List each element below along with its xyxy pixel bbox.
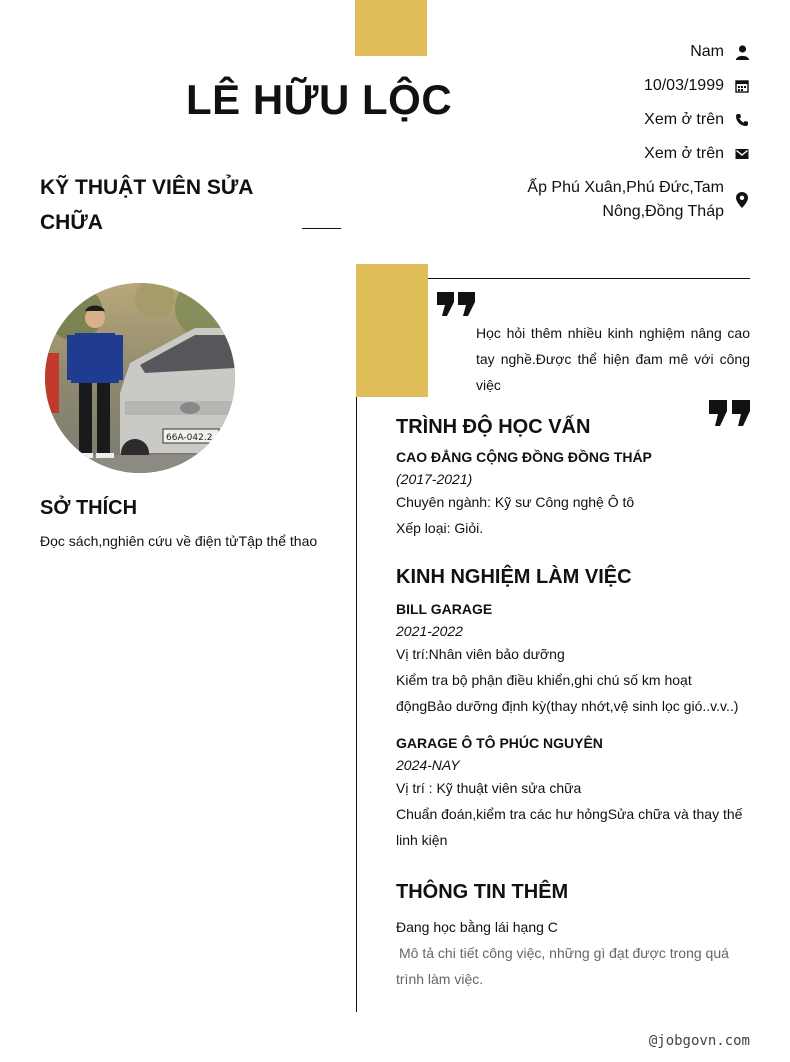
education-title: TRÌNH ĐỘ HỌC VẤN xyxy=(396,416,591,438)
job-description: Kiểm tra bộ phận điều khiển,ghi chú số km hoạt độngBảo dưỡng định kỳ(thay nhớt,vệ sinh lọc gió..v.v..) xyxy=(396,672,739,714)
gender-text: Nam xyxy=(690,43,724,60)
additional-line-2: Mô tả chi tiết công việc, những gì đạt được trong quá trình làm việc. xyxy=(396,945,729,987)
phone-icon xyxy=(734,112,750,128)
birthday-text: 10/03/1999 xyxy=(643,77,724,94)
footer-brand: @jobgovn.com xyxy=(648,1033,750,1049)
objective-text: Học hỏi thêm nhiều kinh nghiệm nâng cao tay nghề.Được thể hiện đam mê với công việc xyxy=(476,325,750,393)
contact-gender xyxy=(410,40,750,64)
map-pin-icon xyxy=(734,192,750,208)
phone-text: Xem ở trên xyxy=(644,111,724,128)
additional-title: THÔNG TIN THÊM xyxy=(396,881,569,903)
quote-open-icon xyxy=(437,292,475,323)
profile-photo xyxy=(45,283,235,473)
additional-section xyxy=(396,881,750,992)
additional-line-1: Đang học bằng lái hạng C xyxy=(396,919,558,935)
column-divider xyxy=(356,397,357,1012)
quote-divider xyxy=(428,278,750,279)
hobbies-text: Đọc sách,nghiên cứu về điện tửTập thể thao xyxy=(40,533,318,549)
mail-icon xyxy=(734,146,750,162)
candidate-name: LÊ HỮU LỘC xyxy=(186,76,453,123)
job-title: KỸ THUẬT VIÊN SỬA CHỮA xyxy=(40,176,253,234)
contact-phone xyxy=(410,108,750,132)
experience-section xyxy=(396,566,750,853)
accent-block-quote xyxy=(356,264,428,397)
education-grade: Xếp loại: Giỏi. xyxy=(396,520,484,536)
job-period: 2021-2022 xyxy=(396,623,463,639)
contact-address xyxy=(520,176,750,224)
education-section xyxy=(396,416,750,541)
experience-title: KINH NGHIỆM LÀM VIỆC xyxy=(396,566,632,588)
job-company: BILL GARAGE xyxy=(396,601,493,617)
hobbies-title: SỞ THÍCH xyxy=(40,497,138,519)
education-major: Chuyên ngành: Kỹ sư Công nghệ Ô tô xyxy=(396,494,635,510)
job-company: GARAGE Ô TÔ PHÚC NGUYÊN xyxy=(396,735,603,751)
title-divider xyxy=(302,228,341,229)
svg-text:66A-042.2: 66A-042.2 xyxy=(166,433,213,443)
job-position: Vị trí:Nhân viên bảo dưỡng xyxy=(396,646,565,662)
job-item xyxy=(396,601,750,719)
email-text: Xem ở trên xyxy=(644,145,724,162)
job-period: 2024-NAY xyxy=(396,757,460,773)
calendar-icon xyxy=(734,78,750,94)
job-item xyxy=(396,735,750,853)
education-school: CAO ĐẲNG CỘNG ĐỒNG ĐỒNG THÁP xyxy=(396,449,652,465)
job-description: Chuẩn đoán,kiểm tra các hư hỏngSửa chữa và thay thế linh kiện xyxy=(396,806,743,848)
contact-email xyxy=(410,142,750,166)
address-text: Ấp Phú Xuân,Phú Đức,Tam Nông,Đồng Tháp xyxy=(527,179,724,220)
job-position: Vị trí : Kỹ thuật viên sửa chữa xyxy=(396,780,582,796)
education-period: (2017-2021) xyxy=(396,471,473,487)
user-icon xyxy=(734,44,750,60)
contact-birthday xyxy=(410,74,750,98)
